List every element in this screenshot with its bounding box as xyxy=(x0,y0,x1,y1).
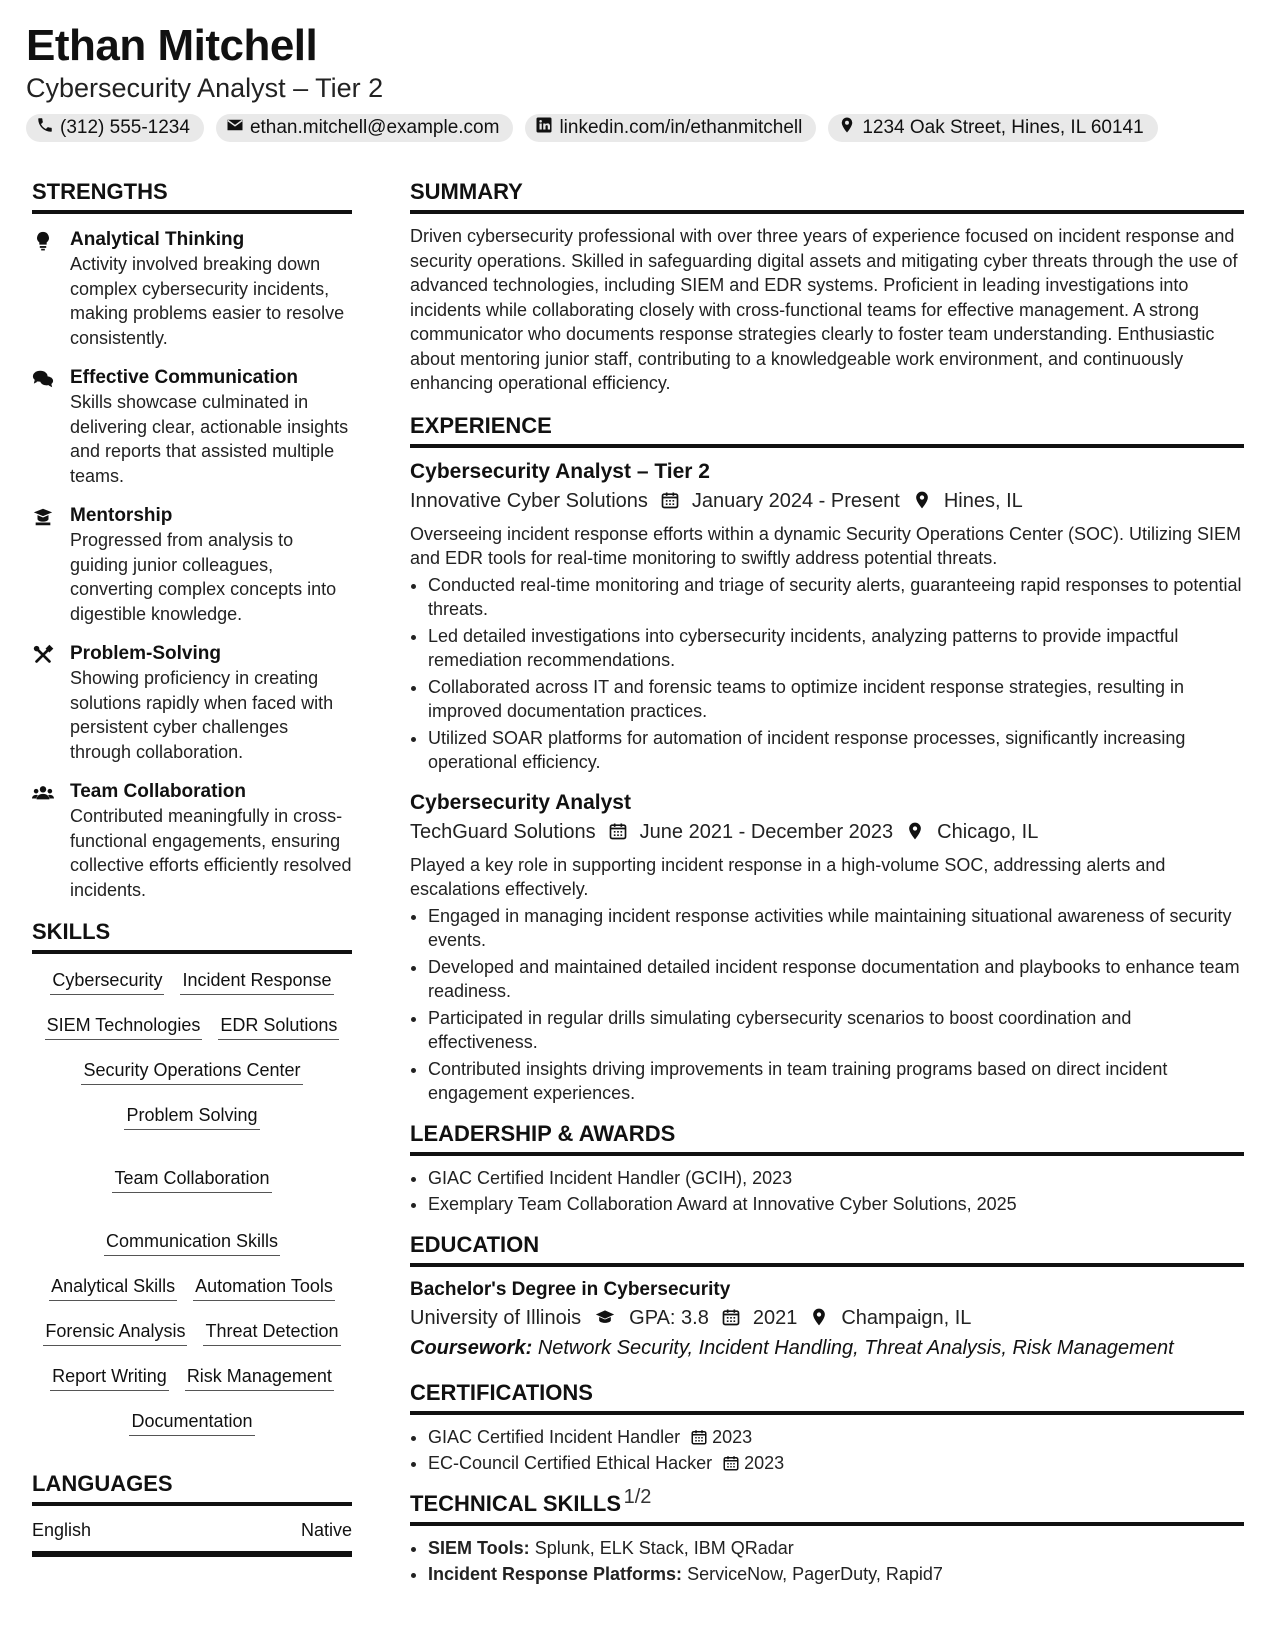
strength-desc: Progressed from analysis to guiding junior colleagues, converting complex concepts into digestible knowledge. xyxy=(70,530,337,624)
strength-item xyxy=(32,642,352,764)
languages-heading: LANGUAGES xyxy=(32,1470,352,1506)
skill-tag: Security Operations Center xyxy=(81,1058,302,1085)
technical-skill-value: ServiceNow, PagerDuty, Rapid7 xyxy=(687,1564,943,1584)
strength-item xyxy=(32,780,352,902)
skill-tag: Report Writing xyxy=(50,1364,169,1391)
job-description: Overseeing incident response efforts within a dynamic Security Operations Center (SOC). Utilizing SIEM and EDR tools for real-time monitoring to swiftly address potential threats. xyxy=(410,523,1242,568)
strength-desc: Activity involved breaking down complex cybersecurity incidents, making problems easier to resolve consistently. xyxy=(70,254,345,348)
strength-title: Mentorship xyxy=(70,505,173,526)
map-pin-icon xyxy=(809,1303,829,1333)
skill-tag: Analytical Skills xyxy=(49,1274,177,1301)
skill-tag: SIEM Technologies xyxy=(45,1013,203,1040)
certification-name: GIAC Certified Incident Handler xyxy=(428,1426,681,1447)
map-pin-icon xyxy=(838,116,856,140)
job-bullet: • Led detailed investigations into cybersecurity incidents, analyzing patterns to provide impactful remediation recommendations. xyxy=(428,624,1244,673)
teacher-icon xyxy=(32,504,70,626)
job-dates: June 2021 - December 2023 xyxy=(639,820,894,843)
job-title: Cybersecurity Analyst xyxy=(410,790,631,814)
technical-skill-item xyxy=(428,1562,1244,1587)
strength-item xyxy=(32,504,352,626)
coursework-list: Network Security, Incident Handling, Threat Analysis, Risk Management xyxy=(537,1336,1174,1359)
job-entry xyxy=(410,789,1244,1106)
graduation-year: 2021 xyxy=(752,1306,798,1329)
strength-item xyxy=(32,228,352,350)
email-text: ethan.mitchell@example.com xyxy=(249,117,500,138)
job-bullet: • Conducted real-time monitoring and triage of security alerts, guaranteeing rapid responses to potential threats. xyxy=(428,573,1244,622)
job-meta xyxy=(410,486,1244,516)
job-location: Hines, IL xyxy=(943,489,1023,512)
language-name: English xyxy=(32,1520,92,1540)
language-level: Native xyxy=(300,1520,352,1540)
skills-heading: SKILLS xyxy=(32,918,352,954)
job-bullet: • Developed and maintained detailed incident response documentation and playbooks to enhance team readiness. xyxy=(428,955,1244,1004)
job-meta xyxy=(410,817,1244,847)
strength-title: Team Collaboration xyxy=(70,781,246,802)
skill-tag: Risk Management xyxy=(185,1364,334,1391)
job-bullet: • Utilized SOAR platforms for automation of incident response processes, significantly increasing operational efficiency. xyxy=(428,726,1244,775)
certification-item xyxy=(428,1451,1244,1476)
certification-year: 2023 xyxy=(712,1426,753,1447)
linkedin-text: linkedin.com/in/ethanmitchell xyxy=(559,117,803,138)
envelope-icon xyxy=(226,116,244,140)
address-chip[interactable] xyxy=(828,114,1157,142)
phone-text: (312) 555-1234 xyxy=(60,117,190,138)
tools-icon xyxy=(32,642,70,764)
skill-tag: Team Collaboration xyxy=(112,1166,271,1193)
phone-chip[interactable] xyxy=(26,114,204,142)
skill-tag: Incident Response xyxy=(180,968,333,995)
company-name: TechGuard Solutions xyxy=(410,820,596,843)
page-number: 1/2 xyxy=(623,1486,652,1508)
award-item: • GIAC Certified Incident Handler (GCIH), 2023 xyxy=(428,1166,1244,1191)
users-icon xyxy=(32,780,70,902)
skill-tag: Documentation xyxy=(129,1409,254,1436)
calendar-icon xyxy=(712,1453,744,1473)
linkedin-icon xyxy=(535,116,553,140)
job-bullets xyxy=(410,904,1244,1106)
contact-bar xyxy=(26,114,1256,142)
certifications-list xyxy=(410,1425,1244,1476)
strength-item xyxy=(32,366,352,488)
calendar-icon xyxy=(680,1427,712,1447)
map-pin-icon xyxy=(905,817,925,847)
strength-desc: Contributed meaningfully in cross-functional engagements, ensuring collective efforts efficiently resolved incidents. xyxy=(70,806,352,900)
degree-title: Bachelor's Degree in Cybersecurity xyxy=(410,1278,731,1300)
skill-tag: EDR Solutions xyxy=(218,1013,339,1040)
skill-tag: Communication Skills xyxy=(104,1229,280,1256)
education-heading: EDUCATION xyxy=(410,1231,1244,1267)
skill-tag: Forensic Analysis xyxy=(43,1319,187,1346)
job-title: Cybersecurity Analyst – Tier 2 xyxy=(410,459,710,483)
gpa: GPA: 3.8 xyxy=(629,1306,709,1329)
strengths-list xyxy=(32,224,352,902)
certification-item xyxy=(428,1425,1244,1450)
candidate-name: Ethan Mitchell xyxy=(26,21,318,70)
strength-title: Problem-Solving xyxy=(70,643,221,664)
job-bullet: • Engaged in managing incident response activities while maintaining situational awareness of security events. xyxy=(428,904,1244,953)
language-row xyxy=(32,1520,352,1557)
job-bullet: • Contributed insights driving improvements in team training programs based on direct incident engagement experiences. xyxy=(428,1057,1244,1106)
certification-year: 2023 xyxy=(744,1453,785,1473)
leadership-list xyxy=(410,1166,1244,1217)
job-dates: January 2024 - Present xyxy=(691,489,900,512)
leadership-heading: LEADERSHIP & AWARDS xyxy=(410,1120,1244,1156)
company-name: Innovative Cyber Solutions xyxy=(410,489,648,512)
technical-skills-list xyxy=(410,1536,1244,1587)
graduation-cap-icon xyxy=(593,1303,617,1333)
job-description: Played a key role in supporting incident response in a high-volume SOC, addressing alerts and escalations effectively. xyxy=(410,854,1166,899)
candidate-title: Cybersecurity Analyst – Tier 2 xyxy=(26,73,384,103)
skill-tag: Problem Solving xyxy=(124,1103,259,1130)
calendar-icon xyxy=(608,817,628,847)
chat-bubbles-icon xyxy=(32,366,70,488)
job-bullet: • Participated in regular drills simulating cybersecurity scenarios to boost coordination and effectiveness. xyxy=(428,1006,1244,1055)
strengths-heading: STRENGTHS xyxy=(32,178,352,214)
school-name: University of Illinois xyxy=(410,1306,582,1329)
skill-tag: Automation Tools xyxy=(193,1274,335,1301)
job-entry xyxy=(410,458,1244,775)
coursework-label: Coursework: xyxy=(410,1336,533,1359)
award-item: • Exemplary Team Collaboration Award at Innovative Cyber Solutions, 2025 xyxy=(428,1192,1244,1217)
technical-skill-value: Splunk, ELK Stack, IBM QRadar xyxy=(534,1537,794,1558)
skills-list xyxy=(32,964,352,1436)
skill-tag: Cybersecurity xyxy=(50,968,164,995)
summary-heading: SUMMARY xyxy=(410,178,1244,214)
resume-header xyxy=(26,20,1256,142)
address-text: 1234 Oak Street, Hines, IL 60141 xyxy=(862,117,1144,138)
calendar-icon xyxy=(660,486,680,516)
lightbulb-icon xyxy=(32,228,70,350)
coursework xyxy=(410,1333,1244,1363)
skill-tag: Threat Detection xyxy=(203,1319,340,1346)
technical-skill-item xyxy=(428,1536,1244,1561)
map-pin-icon xyxy=(912,486,932,516)
phone-icon xyxy=(36,116,54,140)
certifications-heading: CERTIFICATIONS xyxy=(410,1379,1244,1415)
technical-skill-label: SIEM Tools: xyxy=(428,1537,530,1558)
technical-skills-heading: TECHNICAL SKILLS xyxy=(410,1490,1244,1526)
strength-title: Effective Communication xyxy=(70,367,299,388)
calendar-icon xyxy=(721,1303,741,1333)
technical-skill-label: Incident Response Platforms: xyxy=(428,1564,683,1584)
summary-text: Driven cybersecurity professional with over three years of experience focused on incident response and security operations. Skilled in safeguarding digital assets and mitigating cyber threats through the use of advanced technologies, including SIEM and EDR systems. Proficient in leading investigations into incidents while collaborating closely with cross-functional teams for effective management. A strong communicator who documents response strategies clearly to foster team understanding. Enthusiastic about mentoring junior staff, contributing to a knowledgeable work environment, and continuously enhancing operational efficiency. xyxy=(410,226,1238,393)
left-column xyxy=(32,178,352,1557)
linkedin-chip[interactable] xyxy=(525,114,816,142)
strength-title: Analytical Thinking xyxy=(70,229,245,250)
education-meta xyxy=(410,1303,1244,1333)
job-bullets xyxy=(410,573,1244,775)
email-chip[interactable] xyxy=(216,114,514,142)
right-column xyxy=(410,178,1244,1589)
school-location: Champaign, IL xyxy=(841,1306,972,1329)
job-bullet: • Collaborated across IT and forensic teams to optimize incident response strategies, resulting in improved documentation practices. xyxy=(428,675,1244,724)
job-location: Chicago, IL xyxy=(937,820,1039,843)
strength-desc: Showing proficiency in creating solutions rapidly when faced with persistent cyber challenges through collaboration. xyxy=(70,668,334,762)
strength-desc: Skills showcase culminated in delivering clear, actionable insights and reports that assisted multiple teams. xyxy=(70,392,349,486)
certification-name: EC-Council Certified Ethical Hacker xyxy=(428,1453,713,1473)
experience-heading: EXPERIENCE xyxy=(410,412,1244,448)
